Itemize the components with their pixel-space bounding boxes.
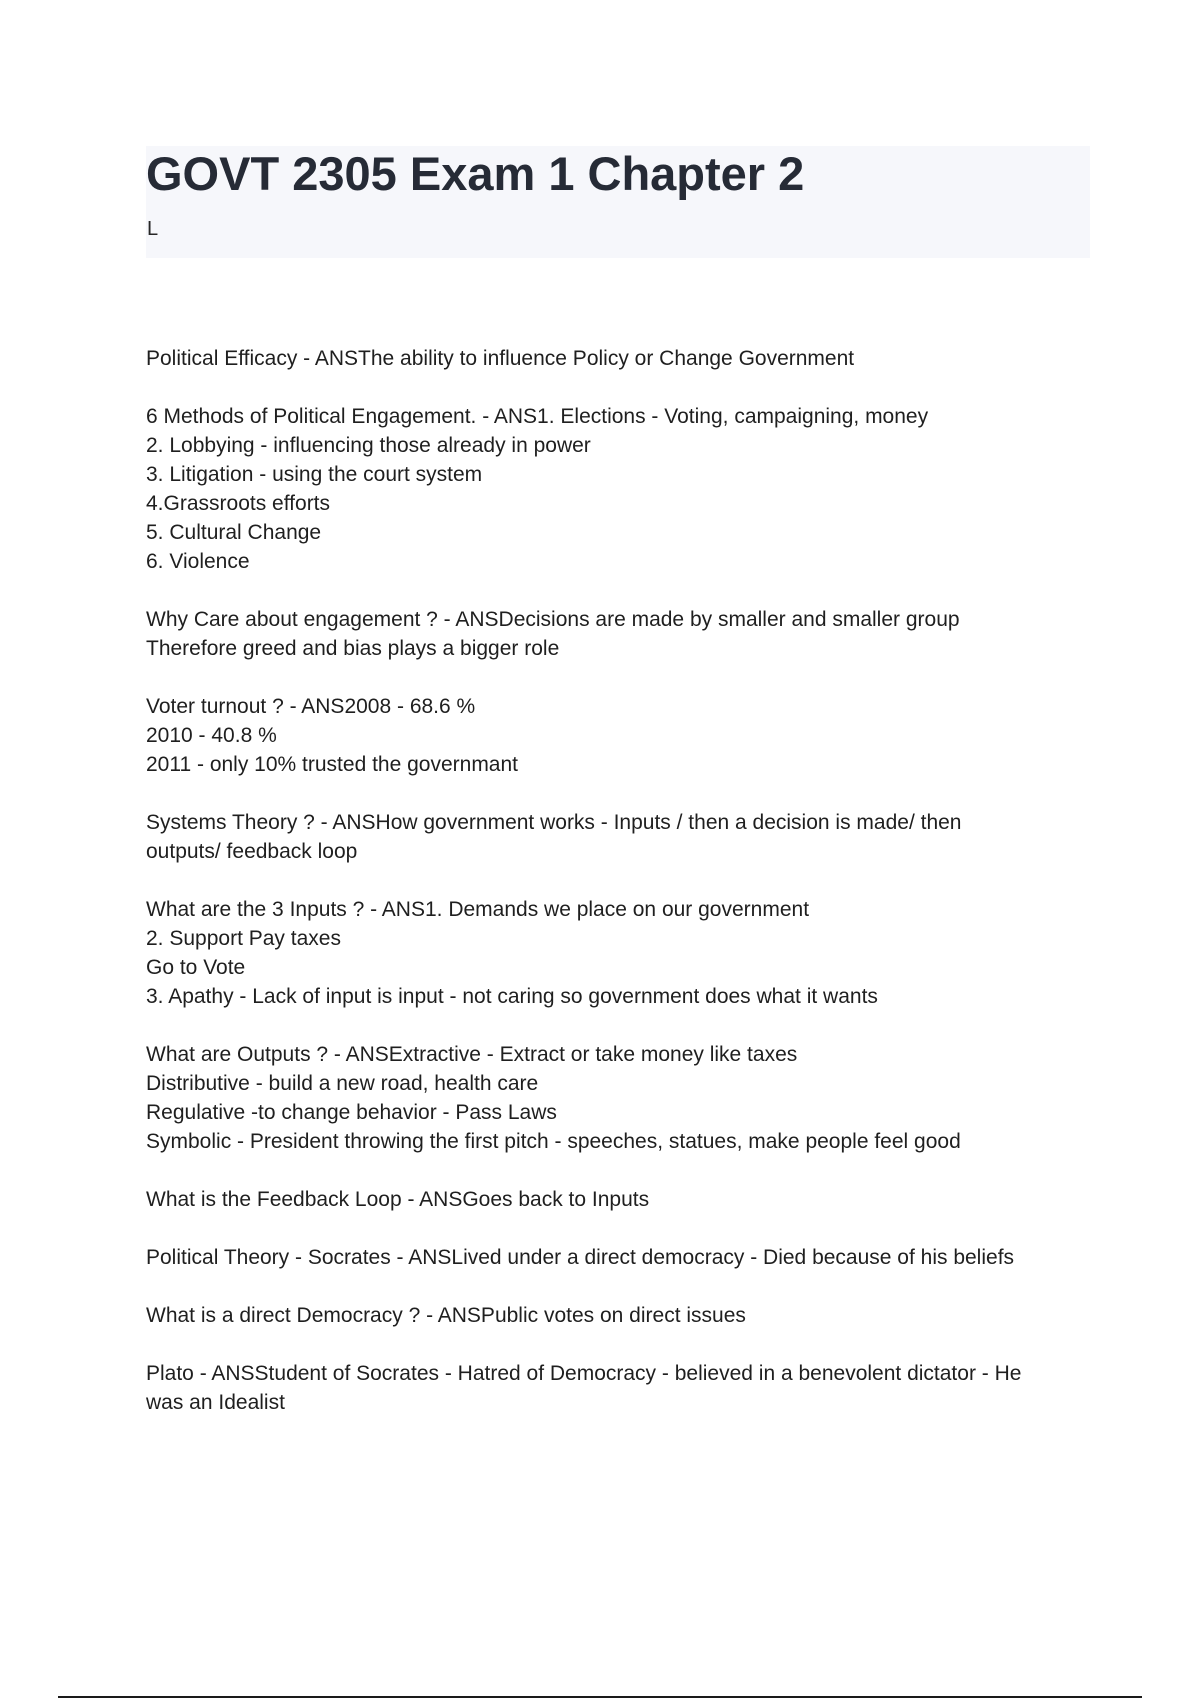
entry-answer-line: 2011 - only 10% trusted the governmant — [146, 753, 519, 776]
footer-divider — [58, 1696, 1142, 1698]
flashcard-entry — [146, 1243, 1106, 1272]
entry-question-line: Voter turnout ? - ANS2008 - 68.6 % — [146, 695, 476, 718]
entry-answer-line: 2010 - 40.8 % — [146, 724, 277, 747]
flashcard-entry — [146, 1040, 1106, 1156]
flashcard-entry — [146, 402, 1106, 576]
entry-answer-line: Go to Vote — [146, 956, 246, 979]
entry-answer-line: 3. Litigation - using the court system — [146, 463, 483, 486]
flashcard-list — [146, 344, 1106, 1446]
entry-question-line: Why Care about engagement ? - ANSDecisions are made by smaller and smaller group — [146, 608, 960, 631]
flashcard-entry — [146, 692, 1106, 779]
entry-question-line: Political Theory - Socrates - ANSLived under a direct democracy - Died because of his beliefs — [146, 1246, 1015, 1269]
entry-answer-line: 4.Grassroots efforts — [146, 492, 331, 515]
entry-answer-line: 3. Apathy - Lack of input is input - not caring so government does what it wants — [146, 985, 878, 1008]
flashcard-entry — [146, 895, 1106, 1011]
entry-answer-line: Regulative -to change behavior - Pass Laws — [146, 1101, 557, 1124]
entry-answer-line: 2. Lobbying - influencing those already in power — [146, 434, 591, 457]
entry-question-line: What is the Feedback Loop - ANSGoes back to Inputs — [146, 1188, 650, 1211]
flashcard-entry — [146, 605, 1106, 663]
entry-question-line: What are Outputs ? - ANSExtractive - Extract or take money like taxes — [146, 1043, 798, 1066]
entry-question-line: What are the 3 Inputs ? - ANS1. Demands we place on our government — [146, 898, 810, 921]
entry-question-line: Plato - ANSStudent of Socrates - Hatred of Democracy - believed in a benevolent dictator - He — [146, 1362, 1022, 1385]
flashcard-entry — [146, 808, 1106, 866]
entry-answer-line: 2. Support Pay taxes — [146, 927, 341, 950]
entry-answer-line: Symbolic - President throwing the first pitch - speeches, statues, make people feel good — [146, 1130, 961, 1153]
flashcard-entry — [146, 1185, 1106, 1214]
document-title: GOVT 2305 Exam 1 Chapter 2 — [146, 147, 805, 200]
flashcard-entry — [146, 1301, 1106, 1330]
document-subtitle: L — [147, 218, 159, 240]
entry-question-line: Political Efficacy - ANSThe ability to influence Policy or Change Government — [146, 347, 855, 370]
entry-question-line: What is a direct Democracy ? - ANSPublic votes on direct issues — [146, 1304, 746, 1327]
entry-answer-line: 6. Violence — [146, 550, 250, 573]
entry-question-line: Systems Theory ? - ANSHow government works - Inputs / then a decision is made/ then — [146, 811, 962, 834]
entry-answer-line: Therefore greed and bias plays a bigger role — [146, 637, 560, 660]
entry-answer-line: was an Idealist — [146, 1391, 285, 1414]
entry-answer-line: outputs/ feedback loop — [146, 840, 358, 863]
flashcard-entry — [146, 1359, 1106, 1417]
entry-answer-line: Distributive - build a new road, health care — [146, 1072, 539, 1095]
entry-question-line: 6 Methods of Political Engagement. - ANS1. Elections - Voting, campaigning, money — [146, 405, 929, 428]
flashcard-entry — [146, 344, 1106, 373]
entry-answer-line: 5. Cultural Change — [146, 521, 322, 544]
